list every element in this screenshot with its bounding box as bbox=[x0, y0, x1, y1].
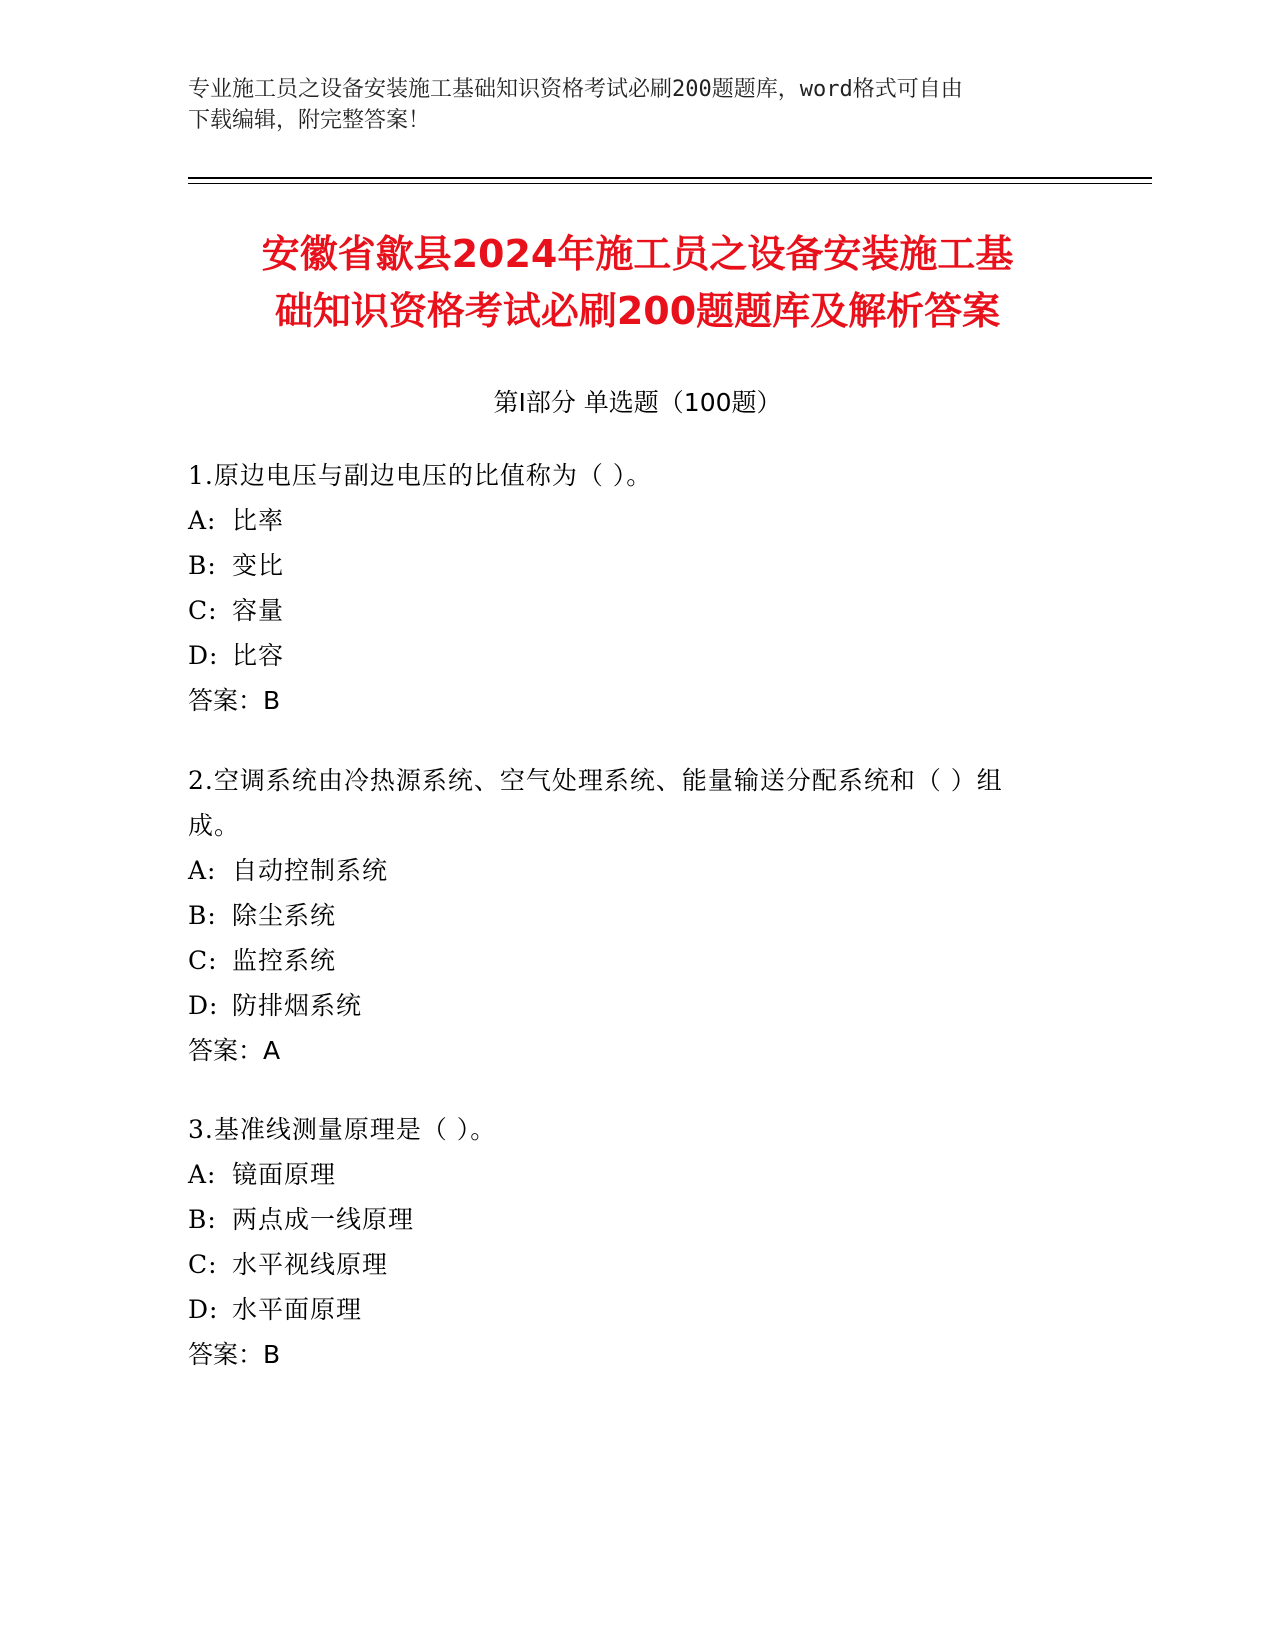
option-letter: D: bbox=[188, 1295, 219, 1324]
document-title bbox=[160, 226, 1115, 340]
option-letter: C: bbox=[188, 1250, 218, 1279]
option-d bbox=[188, 633, 1088, 678]
option-a bbox=[188, 848, 1048, 893]
document-title-line-1: 安徽省歙县2024年施工员之设备安装施工基 bbox=[261, 232, 1014, 276]
option-c bbox=[188, 588, 1088, 633]
answer: 答案：B bbox=[188, 686, 281, 715]
answer: 答案：B bbox=[188, 1340, 281, 1369]
option-text: 容量 bbox=[232, 596, 285, 625]
question-3 bbox=[188, 1107, 1088, 1377]
question-1 bbox=[188, 453, 1088, 723]
option-text: 比率 bbox=[232, 506, 285, 535]
option-d bbox=[188, 1287, 1088, 1332]
option-text: 防排烟系统 bbox=[232, 991, 363, 1020]
option-text: 自动控制系统 bbox=[232, 856, 389, 885]
header-note-line-2: 下载编辑，附完整答案！ bbox=[188, 108, 431, 133]
option-a bbox=[188, 498, 1088, 543]
option-b bbox=[188, 893, 1048, 938]
option-c bbox=[188, 938, 1048, 983]
header-note-line-1: 专业施工员之设备安装施工基础知识资格考试必刷200题题库，word格式可自由 bbox=[188, 77, 963, 102]
option-letter: C: bbox=[188, 946, 218, 975]
option-letter: B: bbox=[188, 901, 217, 930]
option-letter: B: bbox=[188, 551, 217, 580]
document-title-line-2: 础知识资格考试必刷200题题库及解析答案 bbox=[274, 289, 1001, 333]
option-text: 除尘系统 bbox=[232, 901, 337, 930]
option-text: 监控系统 bbox=[232, 946, 337, 975]
question-text: 2.空调系统由冷热源系统、空气处理系统、能量输送分配系统和（ ）组成。 bbox=[188, 766, 1003, 840]
option-text: 比容 bbox=[232, 641, 285, 670]
option-b bbox=[188, 1197, 1088, 1242]
question-text: 3.基准线测量原理是（ ）。 bbox=[188, 1115, 497, 1144]
option-text: 水平面原理 bbox=[232, 1295, 363, 1324]
option-letter: A: bbox=[188, 856, 217, 885]
header-rule-thick bbox=[188, 177, 1152, 179]
option-letter: A: bbox=[188, 506, 217, 535]
header-rule-thin bbox=[188, 183, 1152, 184]
option-letter: A: bbox=[188, 1160, 217, 1189]
option-letter: B: bbox=[188, 1205, 217, 1234]
section-title: 第Ⅰ部分 单选题（100题） bbox=[493, 388, 782, 417]
option-text: 镜面原理 bbox=[232, 1160, 337, 1189]
option-c bbox=[188, 1242, 1088, 1287]
option-letter: D: bbox=[188, 991, 219, 1020]
option-b bbox=[188, 543, 1088, 588]
option-text: 水平视线原理 bbox=[232, 1250, 389, 1279]
header-note bbox=[188, 74, 1088, 136]
option-text: 两点成一线原理 bbox=[232, 1205, 415, 1234]
option-letter: C: bbox=[188, 596, 218, 625]
option-letter: D: bbox=[188, 641, 219, 670]
option-d bbox=[188, 983, 1048, 1028]
answer: 答案：A bbox=[188, 1036, 281, 1065]
option-a bbox=[188, 1152, 1088, 1197]
option-text: 变比 bbox=[232, 551, 285, 580]
question-2 bbox=[188, 758, 1048, 1073]
question-text: 1.原边电压与副边电压的比值称为（ ）。 bbox=[188, 461, 653, 490]
